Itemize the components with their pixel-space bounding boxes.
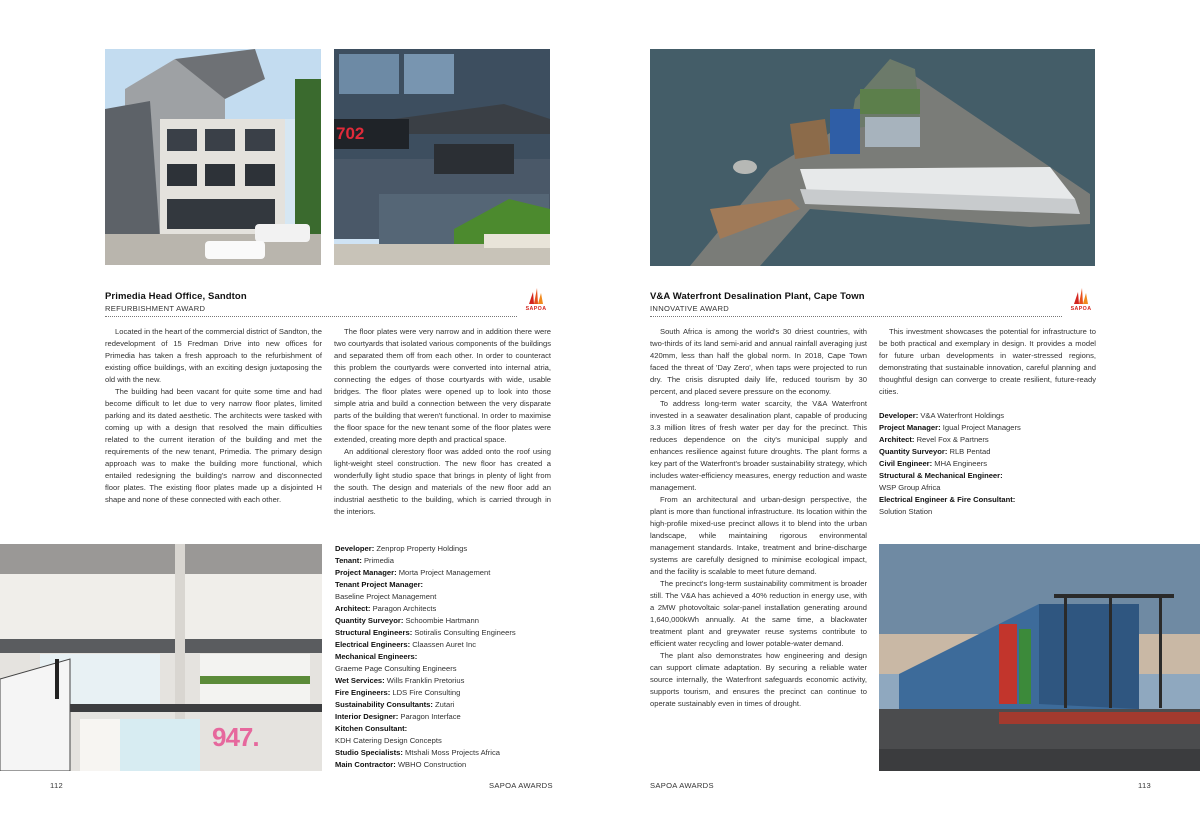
body-paragraph: The building had been vacant for quite some time and had become difficult to let due to very narrow floor plates, limited parking and its dated aesthetic. The architects were tasked with coming up with a design that resolved the main difficulties related to the current iteration of the building and met the requirements of the new tenant, Primedia. The primary design approach was to make the building more functional, which entailed redesigning the building's narrow and disconnected floor plates. The existing floor plates made up a disjointed H shape and none of these connected with each other.	[105, 387, 322, 504]
credit-row	[879, 422, 1099, 434]
running-footer-right: SAPOA AWARDS	[650, 781, 714, 790]
heading-divider	[650, 316, 1062, 317]
credit-company: Paragon Architects	[370, 604, 437, 613]
right-body-column-2	[879, 326, 1096, 398]
credit-company: Sotiralis Consulting Engineers	[412, 628, 516, 637]
left-body-column-2	[334, 326, 551, 518]
body-paragraph: The floor plates were very narrow and in addition there were two courtyards that isolated various components of the buildings and separated them off from each other. In order to counteract this problem the courtyards were converted into internal atria, connecting the edges of those courtyards with wide, usable bridges. The floor plates were opened up to look into those simple atria and build a connection between the very disparate parts of the building that weren't functional. In order to maximise the floor space for the new tenant some of the floor plates were extended, creating more depth and practical space.	[334, 327, 551, 444]
credit-row	[335, 711, 555, 723]
credit-company: Paragon Interface	[398, 712, 461, 721]
credit-role: Developer:	[335, 544, 375, 553]
credit-role: Electrical Engineer & Fire Consultant:	[879, 495, 1016, 504]
credit-row	[335, 567, 555, 579]
credit-row	[879, 410, 1099, 422]
credit-role: Wet Services:	[335, 676, 385, 685]
award-category: INNOVATIVE AWARD	[650, 304, 730, 313]
right-page	[600, 0, 1200, 821]
credit-company: Mtshali Moss Projects Africa	[402, 748, 500, 757]
credit-row	[335, 543, 555, 555]
right-heading	[650, 291, 865, 313]
credit-row	[879, 482, 1099, 494]
credit-role: Fire Engineers:	[335, 688, 391, 697]
credit-row	[335, 615, 555, 627]
sign-702-text: 702	[336, 124, 365, 143]
credit-company: Revel Fox & Partners	[914, 435, 989, 444]
credit-company: Wills Franklin Pretorius	[384, 676, 465, 685]
sign-947-text: 947.	[212, 722, 259, 752]
credit-company: Claassen Auret Inc	[410, 640, 476, 649]
credit-role: Architect:	[335, 604, 371, 613]
credit-row	[335, 747, 555, 759]
credit-role: Quantity Surveyor:	[335, 616, 404, 625]
credit-role: Architect:	[879, 435, 915, 444]
credit-company: Zenprop Property Holdings	[374, 544, 468, 553]
body-paragraph: Located in the heart of the commercial district of Sandton, the redevelopment of 15 Fredman Drive into new offices for Primedia has taken a fresh approach to the refurbishment of existing office buildings, with an exciting design juxtaposing the old with the new.	[105, 327, 322, 384]
page-number-right: 113	[1138, 781, 1152, 790]
credit-company: Zutari	[432, 700, 455, 709]
credit-role: Project Manager:	[879, 423, 941, 432]
credit-role: Structural & Mechanical Engineer:	[879, 471, 1003, 480]
credit-row	[879, 446, 1099, 458]
credit-company: Baseline Project Management	[335, 592, 437, 601]
credit-company: Graeme Page Consulting Engineers	[335, 664, 457, 673]
credit-role: Kitchen Consultant:	[335, 724, 408, 733]
credit-row	[335, 639, 555, 651]
credit-row	[879, 434, 1099, 446]
credit-company: KDH Catering Design Concepts	[335, 736, 442, 745]
credit-row	[335, 759, 555, 771]
credit-role: Structural Engineers:	[335, 628, 413, 637]
credit-company: Morta Project Management	[396, 568, 491, 577]
running-footer-left: SAPOA AWARDS	[489, 781, 553, 790]
sapoa-logo-text: SAPOA	[525, 306, 547, 312]
sapoa-flame-icon	[526, 286, 546, 306]
left-body-column-1	[105, 326, 322, 506]
credit-row	[335, 603, 555, 615]
body-paragraph: To address long-term water scarcity, the V&A Waterfront invested in a seawater desalination plant, capable of producing 3.3 million litres of fresh water per day for the precinct. This reduces dependence on the city's municipal supply and enhances resilience against future droughts. The plant forms a key part of the Waterfront's broader sustainability strategy, which includes water-efficiency measures, energy reduction and waste management.	[650, 399, 867, 492]
credit-role: Tenant:	[335, 556, 362, 565]
credit-company: Igual Project Managers	[940, 423, 1021, 432]
credit-company: V&A Waterfront Holdings	[918, 411, 1005, 420]
credit-role: Civil Engineer:	[879, 459, 933, 468]
desalination-building-photo	[879, 544, 1200, 771]
body-paragraph: An additional clerestory floor was added onto the roof using light-weight steel construction. The new floor has created a wonderfully light studio space that brings in plenty of light from the south. The design and materials of the new floor add an industrial aesthetic to the building, which is carried through in the interiors.	[334, 447, 551, 516]
sapoa-logo-text: SAPOA	[1070, 306, 1092, 312]
credit-row	[879, 494, 1099, 506]
credit-row	[335, 675, 555, 687]
project-title: Primedia Head Office, Sandton	[105, 291, 247, 302]
primedia-interior-photo	[0, 544, 322, 771]
credit-row	[335, 735, 555, 747]
credit-role: Tenant Project Manager:	[335, 580, 424, 589]
body-paragraph: This investment showcases the potential for infrastructure to be both practical and exemplary in design. It provides a model for future urban developments in water-stressed regions, demonstrating that sustainable innovation, careful planning and thoughtful design can converge to create resilient, future-ready cities.	[879, 327, 1096, 396]
right-body-column-1	[650, 326, 867, 710]
credit-role: Electrical Engineers:	[335, 640, 411, 649]
sapoa-flame-icon	[1071, 286, 1091, 306]
sapoa-logo	[524, 286, 548, 316]
credit-row	[879, 458, 1099, 470]
credit-row	[879, 470, 1099, 482]
credit-company: WBHO Construction	[395, 760, 467, 769]
credit-role: Interior Designer:	[335, 712, 399, 721]
credit-role: Sustainability Consultants:	[335, 700, 433, 709]
credit-company: WSP Group Africa	[879, 483, 941, 492]
heading-divider	[105, 316, 517, 317]
credit-row	[335, 687, 555, 699]
credit-row	[335, 579, 555, 591]
body-paragraph: The precinct's long-term sustainability commitment is broader still. The V&A has achieved a 40% reduction in energy use, with a 2MW photovoltaic solar-panel installation generating around 1,640,000kWh annually. At the same time, a blackwater treatment plant and greywater reuse systems contribute to efficient water recycling and lower potable-water demand.	[650, 579, 867, 648]
sapoa-logo	[1069, 286, 1093, 316]
primedia-entrance-photo	[334, 49, 550, 265]
credit-row	[879, 506, 1099, 518]
credit-company: Schoombie Hartmann	[403, 616, 479, 625]
credit-role: Quantity Surveyor:	[879, 447, 948, 456]
credit-company: MHA Engineers	[932, 459, 988, 468]
credit-row	[335, 651, 555, 663]
credit-row	[335, 591, 555, 603]
credit-company: Primedia	[361, 556, 394, 565]
credit-role: Studio Specialists:	[335, 748, 403, 757]
body-paragraph: From an architectural and urban-design perspective, the plant is more than functional infrastructure. Its location within the high-profile mixed-use precinct allows it to blend into the urban landscape, while maintaining rigorous environmental management standards. Intake, treatment and brine-discharge systems are carefully designed to minimise ecological impact, and the facility is scalable to meet future demand.	[650, 495, 867, 576]
credit-row	[335, 627, 555, 639]
credit-role: Mechanical Engineers:	[335, 652, 418, 661]
credit-row	[335, 723, 555, 735]
credit-row	[335, 555, 555, 567]
project-title: V&A Waterfront Desalination Plant, Cape Town	[650, 291, 865, 302]
credit-role: Main Contractor:	[335, 760, 396, 769]
primedia-exterior-photo	[105, 49, 321, 265]
left-heading	[105, 291, 247, 313]
credit-company: Solution Station	[879, 507, 933, 516]
desalination-aerial-photo	[650, 49, 1095, 266]
award-category: REFURBISHMENT AWARD	[105, 304, 206, 313]
page-number-left: 112	[50, 781, 64, 790]
credit-row	[335, 663, 555, 675]
credit-company: RLB Pentad	[947, 447, 991, 456]
body-paragraph: The plant also demonstrates how engineering and design can support climate adaptation. By securing a reliable water source internally, the Waterfront safeguards economic activity, supports tourism, and ensures the precinct can continue to operate sustainably even in times of drought.	[650, 651, 867, 708]
credit-row	[335, 699, 555, 711]
left-credits-list	[335, 543, 555, 771]
body-paragraph: South Africa is among the world's 30 driest countries, with two-thirds of its land semi-arid and annual rainfall averaging just 420mm, less than half the global norm. In 2018, Cape Town faced the threat of 'Day Zero', when taps were projected to run dry. The crisis disrupted daily life, reduced tourism by 30 percent, and placed severe pressure on the economy.	[650, 327, 867, 396]
credit-company: LDS Fire Consulting	[390, 688, 461, 697]
credit-role: Project Manager:	[335, 568, 397, 577]
credit-role: Developer:	[879, 411, 919, 420]
right-credits-list	[879, 410, 1099, 518]
